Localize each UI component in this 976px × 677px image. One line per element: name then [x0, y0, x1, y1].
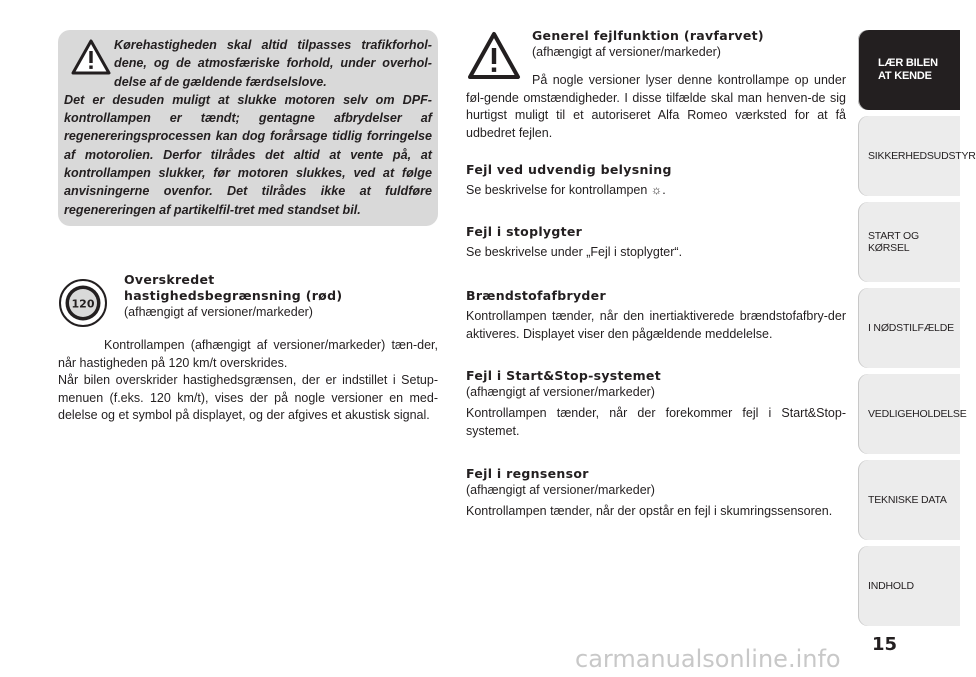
speed-icon-label: 120 [71, 297, 95, 311]
tab-start-driving[interactable] [858, 202, 960, 282]
fault-sections [466, 162, 846, 521]
general-fault-title: Generel fejlfunktion (ravfarvet) [532, 28, 764, 43]
section-fuel-cutoff [466, 288, 846, 368]
speed-limit-icon [58, 278, 108, 328]
section-title: Brændstofafbryder [466, 288, 606, 303]
tab-label-line2: AT KENDE [878, 70, 932, 82]
general-fault-subtitle: (afhængigt af versioner/markeder) [532, 45, 721, 59]
warning-body: Det er desuden muligt at slukke motoren selv om DPF-kontrollampen er tændt; gentagne afbrydelser af regenereringsprocessen kan dog forårsage tidlig forringelse af motorolien. Derfor tilrådes det altid at vente på, at kontrollampen slukker, før motoren slukkes, ved at følge anvisningerne ovenfor. Det tilrådes ikke at fuldføre regenereringen af partikelfil-tret med standset bil. [64, 92, 432, 217]
tab-label: START OG KØRSEL [868, 230, 919, 254]
section-title: Fejl i regnsensor [466, 466, 589, 481]
warning-lead: Kørehastigheden skal altid tilpasses trafikforhol-dene, og de atmosfæriske forhold, under overhol-delse af de gældende færdselslove. [114, 38, 432, 89]
section-para: Kontrollampen tænder, når der opstår en fejl i skumringssensoren. [466, 504, 833, 518]
watermark: carmanualsonline.info [575, 645, 841, 673]
section-subtitle: (afhængigt af versioner/markeder) [466, 483, 655, 497]
tab-emergency[interactable] [858, 288, 960, 368]
speed-para2: Når bilen overskrider hastighedsgrænsen, der er indstillet i Setup-menuen (f.eks. 120 km/t), vises der på nogle versioner en med-delelse og et symbol på displayet, og der afgives et akustisk signal. [58, 373, 438, 422]
tab-label: TEKNISKE DATA [868, 494, 947, 506]
warning-text [64, 36, 432, 219]
section-stop-lights [466, 224, 846, 288]
section-external-lights [466, 162, 846, 224]
tab-safety[interactable] [858, 116, 976, 196]
section-subtitle: (afhængigt af versioner/markeder) [466, 385, 655, 399]
section-title: Fejl ved udvendig belysning [466, 162, 672, 177]
section-start-stop [466, 368, 846, 466]
section-para: Kontrollampen tænder, når den inertiaktiverede brændstofafbry-der aktiveres. Displayet viser den pågældende meddelelse. [466, 309, 846, 341]
speed-para1: Kontrollampen (afhængigt af versioner/markeder) tæn-der, når hastigheden på 120 km/t overskrides. [58, 338, 438, 370]
general-fault-para: På nogle versioner lyser denne kontrollampe op under føl-gende omstændigheder. I disse tilfælde skal man henven-de sig hurtigst muligt til et autoriseret Alfa Romeo værksted for at få udbedret fejlen. [466, 73, 846, 140]
section-para: Se beskrivelse for kontrollampen ☼. [466, 183, 666, 197]
tab-label: VEDLIGEHOLDELSE [868, 408, 967, 420]
speed-title-line2: hastighedsbegrænsning (rød) [124, 288, 343, 303]
tab-label-line1: LÆR BILEN [878, 57, 938, 69]
section-para: Kontrollampen tænder, når der forekommer fejl i Start&Stop-systemet. [466, 406, 846, 438]
tab-contents[interactable] [858, 546, 960, 626]
section-rain-sensor [466, 466, 846, 521]
speed-subtitle: (afhængigt af versioner/markeder) [124, 305, 313, 319]
page-number: 15 [872, 634, 898, 655]
tab-technical-data[interactable] [858, 460, 960, 540]
tab-get-to-know-car[interactable] [858, 30, 960, 110]
tab-maintenance[interactable] [858, 374, 967, 454]
tab-label: SIKKERHEDSUDSTYR [868, 150, 976, 162]
warning-box [58, 30, 438, 226]
speed-title-line1: Overskredet [124, 272, 215, 287]
section-title: Fejl i Start&Stop-systemet [466, 368, 661, 383]
tab-label: INDHOLD [868, 580, 914, 592]
tab-label: I NØDSTILFÆLDE [868, 322, 954, 334]
section-para: Se beskrivelse under „Fejl i stoplygter“. [466, 245, 683, 259]
section-title: Fejl i stoplygter [466, 224, 583, 239]
